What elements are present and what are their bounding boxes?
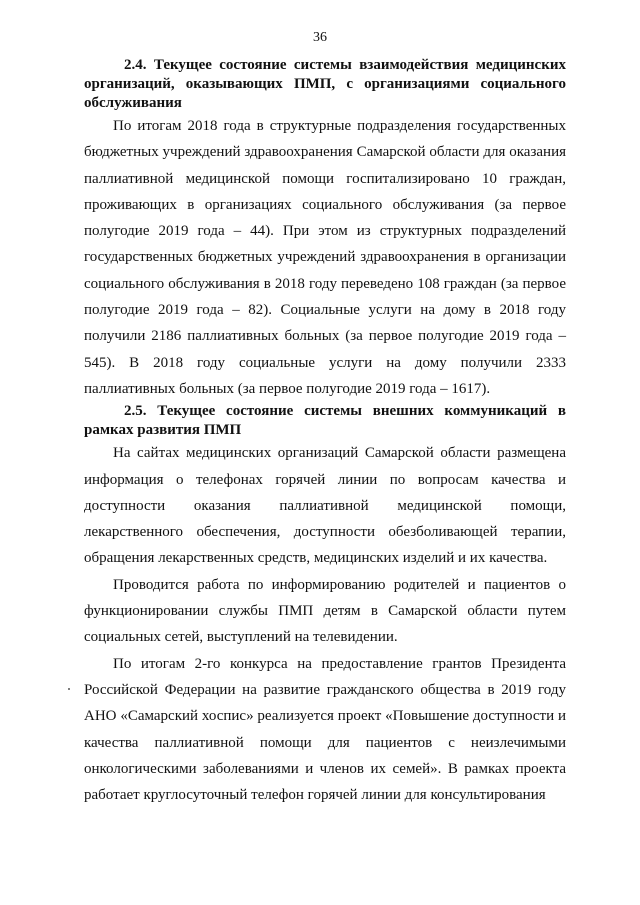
section-heading-2-4: 2.4. Текущее состояние системы взаимодействия медицинских организаций, оказывающих ПМП, с организациями социального обслуживания	[84, 57, 566, 111]
paragraph-social-services: По итогам 2018 года в структурные подразделения государственных бюджетных учреждений здравоохранения Самарской области для оказания паллиативной медицинской помощи госпитализировано 10 граждан, проживающих в организациях социального обслуживания (за первое полугодие 2019 года – 44). При этом из структурных подразделений государственных бюджетных учреждений здравоохранения в организации социального обслуживания в 2018 году переведено 108 граждан (за первое полугодие 2019 года – 82). Социальные услуги на дому в 2018 году получили 2186 паллиативных больных (за первое полугодие 2019 года – 545). В 2018 году социальные услуги на дому получили 2333 паллиативных больных (за первое полугодие 2019 года – 1617).	[84, 118, 566, 397]
paragraph-websites-hotline: На сайтах медицинских организаций Самарской области размещена информация о телефонах горячей линии по вопросам качества и доступности оказания паллиативной медицинской помощи, лекарственного обеспечения, доступности обезболивающей терапии, обращения лекарственных средств, медицинских изделий и их качества.	[84, 445, 566, 567]
paragraph-hospice-grant: По итогам 2-го конкурса на предоставление грантов Президента Российской Федерации на развитие гражданского общества в 2019 году АНО «Самарский хоспис» реализуется проект «Повышение доступности и качества паллиативной помощи для пациентов с неизлечимыми онкологическими заболеваниями и членов их семей». В рамках проекта работает круглосуточный телефон горячей линии для консультирования	[84, 655, 566, 804]
section-heading-2-5: 2.5. Текущее состояние системы внешних коммуникаций в рамках развития ПМП	[84, 403, 566, 439]
scan-speck	[68, 688, 70, 690]
page-number: 36	[313, 30, 327, 45]
paragraph-informing-parents: Проводится работа по информированию родителей и пациентов о функционировании службы ПМП детям в Самарской области путем социальных сетей, выступлений на телевидении.	[84, 576, 566, 646]
document-body	[84, 56, 566, 808]
